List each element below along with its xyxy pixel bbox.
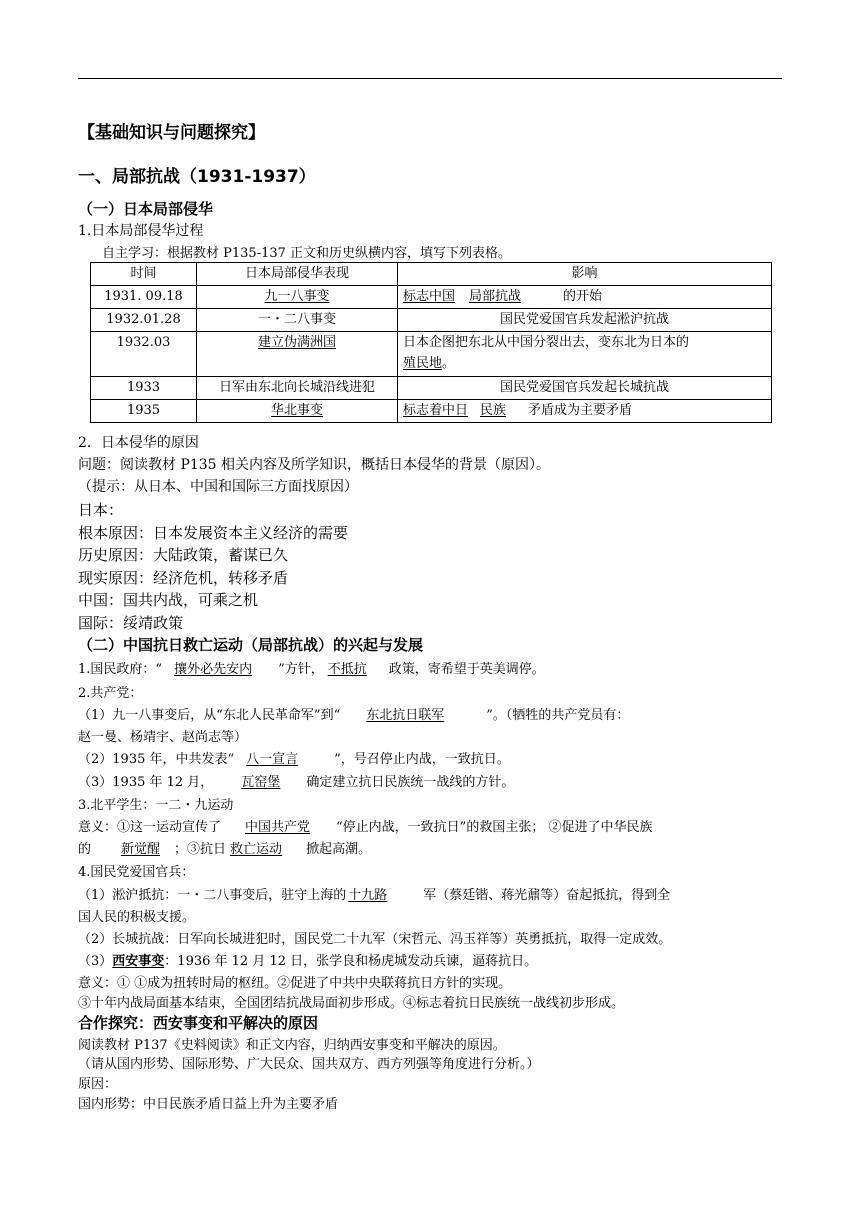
text-span: 掀起高潮。: [306, 842, 372, 857]
text-span: 意义：①这一运动宣传了: [78, 820, 222, 835]
bold-term: 西安事变: [112, 954, 165, 969]
table-cell-event: [197, 332, 398, 377]
text-span: （3）: [78, 954, 113, 969]
table-cell-time: 1933: [91, 377, 197, 400]
question-text: 问题：阅读教材 P135 相关内容及所学知识，概括日本侵华的背景（原因）。: [78, 457, 551, 473]
body-line: 国内形势：中日民族矛盾日益上升为主要矛盾: [78, 1097, 339, 1112]
invasion-table: [90, 262, 772, 423]
filled-answer: 东北抗日联军: [366, 708, 445, 723]
text-span: “停止内战，一致抗日”的救国主张； ②促进了中华民族: [336, 820, 653, 835]
body-text: 中国：国共内战，可乘之机: [78, 591, 259, 609]
filled-answer: 不抵抗: [327, 662, 367, 677]
body-line: [78, 884, 670, 903]
impact-text: 日本企图把东北从中国分裂出去，变东北为日本的: [403, 335, 690, 350]
text-span: 确定建立抗日民族统一战线的方针。: [306, 775, 515, 790]
header-rule: [78, 78, 782, 79]
part-title: 一、局部抗战（1931-1937）: [78, 167, 316, 187]
filled-answer: 华北事变: [270, 403, 323, 418]
table-row: [91, 400, 772, 423]
filled-answer: 殖民地: [403, 356, 443, 371]
subsection-title: （一）日本局部侵华: [78, 200, 214, 218]
text-span: （1）九一八事变后，从“东北人民革命军”到“: [78, 708, 341, 723]
instruction-text: 自主学习：根据教材 P135-137 正文和历史纵横内容，填写下列表格。: [102, 246, 512, 261]
text-span: ”，号召停止内战，一致抗日。: [334, 752, 510, 767]
body-line: 阅读教材 P137《史料阅读》和正文内容，归纳西安事变和平解决的原因。: [78, 1038, 506, 1053]
filled-answer: 新觉醒: [121, 842, 161, 857]
filled-answer: 建立伪满洲国: [257, 335, 336, 350]
body-line: [78, 950, 537, 969]
table-cell-event: [197, 286, 398, 309]
body-line: [78, 771, 514, 790]
filled-answer: 局部抗战: [469, 289, 522, 304]
coop-title: 合作探究：西安事变和平解决的原因: [78, 1014, 319, 1032]
text-span: 1.国民政府：“: [78, 662, 163, 677]
text-span: 的: [78, 842, 92, 857]
filled-answer: 民族: [480, 403, 507, 418]
text-span: （1）淞沪抵抗：一・二八事变后，驻守上海的: [78, 888, 347, 903]
subsection-title: （二）中国抗日救亡运动（局部抗战）的兴起与发展: [78, 636, 424, 654]
table-cell-time: 1931. 09.18: [91, 286, 197, 309]
text-span: 政策，寄希望于英美调停。: [388, 662, 545, 677]
text-span: （3）1935 年 12 月，: [78, 775, 214, 790]
table-cell-impact: [398, 332, 772, 377]
table-header-row: [91, 263, 772, 286]
impact-text: 标志着中日: [403, 403, 469, 418]
table-cell-impact: 国民党爱国官兵发起淞沪抗战: [398, 309, 772, 332]
body-text: 根本原因：日本发展资本主义经济的需要: [78, 524, 349, 542]
body-line: [78, 658, 545, 677]
text-span: ：1936 年 12 月 12 日，张学良和杨虎城发动兵谏，逼蒋抗日。: [164, 954, 538, 969]
table-cell-event: 日军由东北向长城沿线进犯: [197, 377, 398, 400]
body-line: 2.共产党：: [78, 686, 143, 701]
body-text: 现实原因：经济危机，转移矛盾: [78, 569, 289, 587]
table-cell-time: 1932.03: [91, 332, 197, 377]
body-line: [78, 704, 629, 723]
body-line: （请从国内形势、国际形势、广大民众、国共双方、西方列强等角度进行分析。）: [78, 1057, 540, 1072]
body-line: 3.北平学生：一二・九运动: [78, 798, 234, 813]
filled-answer: 瓦窑堡: [241, 775, 281, 790]
text-span: ”。（牺牲的共产党员有：: [486, 708, 630, 723]
item-title: 1.日本局部侵华过程: [78, 223, 204, 239]
body-line: 国人民的积极支援。: [78, 910, 196, 925]
table-header: 时间: [91, 263, 197, 286]
body-line: 4.国民党爱国官兵：: [78, 865, 195, 880]
text-span: ”方针，: [278, 662, 324, 677]
body-text: 国际：绥靖政策: [78, 614, 184, 632]
filled-answer: 中国共产党: [245, 820, 311, 835]
table-header: 影响: [398, 263, 772, 286]
body-line: [78, 816, 652, 835]
body-line: [78, 838, 371, 857]
filled-answer: 八一宣言: [246, 752, 299, 767]
table-header: 日本局部侵华表现: [197, 263, 398, 286]
table-cell-event: 一・二八事变: [197, 309, 398, 332]
impact-text: 的开始: [563, 289, 603, 304]
body-line: 原因：: [78, 1077, 118, 1092]
body-line: [78, 748, 510, 767]
filled-answer: 十九路: [348, 888, 388, 903]
table-row: [91, 332, 772, 377]
table-cell-event: [197, 400, 398, 423]
impact-text: 。: [442, 356, 456, 371]
body-line: 赵一曼、杨靖宇、赵尚志等）: [78, 730, 248, 745]
table-row: [91, 309, 772, 332]
body-line: 意义：① ①成为扭转时局的枢纽。②促进了中共中央联蒋抗日方针的实现。: [78, 976, 512, 991]
text-span: 军（蔡廷锴、蒋光鼐等）奋起抵抗，得到全: [423, 888, 671, 903]
section-heading: 【基础知识与问题探究】: [78, 123, 265, 143]
text-span: （2）1935 年，中共发表“: [78, 752, 235, 767]
item-title: 2．日本侵华的原因: [78, 435, 199, 451]
filled-answer: 攘外必先安内: [174, 662, 253, 677]
filled-answer: 九一八事变: [264, 289, 330, 304]
text-span: ；③抗日: [174, 842, 227, 857]
impact-text: 标志中国: [403, 289, 456, 304]
table-row: [91, 377, 772, 400]
hint-text: （提示：从日本、中国和国际三方面找原因）: [78, 479, 358, 495]
table-cell-time: 1932.01.28: [91, 309, 197, 332]
body-line: （2）长城抗战：日军向长城进犯时，国民党二十九军（宋哲元、冯玉祥等）英勇抵抗，取得一定成效。: [78, 932, 672, 947]
table-cell-time: 1935: [91, 400, 197, 423]
body-line: ③十年内战局面基本结束，全国团结抗战局面初步形成。④标志着抗日民族统一战线初步形成。: [78, 996, 625, 1011]
table-cell-impact: 国民党爱国官兵发起长城抗战: [398, 377, 772, 400]
body-text: 历史原因：大陆政策，蓄谋已久: [78, 546, 289, 564]
body-text: 日本：: [78, 501, 124, 519]
table-cell-impact: [398, 286, 772, 309]
impact-text: 矛盾成为主要矛盾: [528, 403, 633, 418]
table-cell-impact: [398, 400, 772, 423]
table-row: [91, 286, 772, 309]
filled-answer: 救亡运动: [230, 842, 283, 857]
